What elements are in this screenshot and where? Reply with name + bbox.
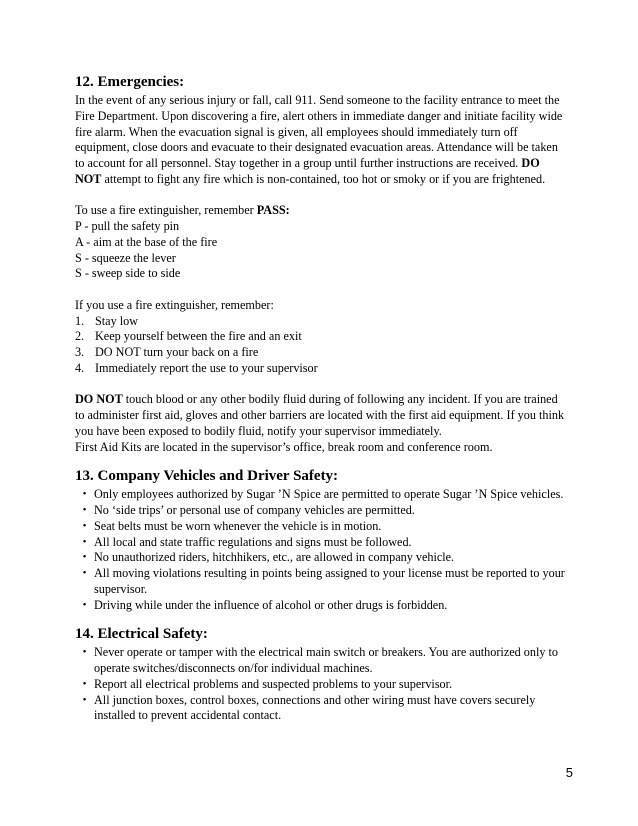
list-item: • Only employees authorized by Sugar ’N Spice are permitted to operate Sugar ’N Spice vehicles. (75, 487, 565, 503)
list-item: • All local and state traffic regulations and signs must be followed. (75, 535, 565, 551)
list-item: • Report all electrical problems and suspected problems to your supervisor. (75, 677, 565, 693)
pass-intro: To use a fire extinguisher, remember PASS: (75, 203, 290, 218)
bullet: • (82, 677, 87, 690)
bullet: • (82, 646, 87, 659)
first-aid-paragraph: First Aid Kits are located in the supervisor’s office, break room and conference room. (75, 439, 493, 454)
page-content (75, 73, 565, 724)
bullet: • (82, 488, 87, 501)
list-item: • All junction boxes, control boxes, connections and other wiring must have covers securely installed to prevent accidental contact. (75, 693, 565, 725)
section-14-heading: 14. Electrical Safety: (75, 626, 208, 643)
section-13-heading: 13. Company Vehicles and Driver Safety: (75, 468, 339, 485)
do-not-emphasis: DO NOT (75, 156, 540, 186)
remember-intro: If you use a fire extinguisher, remember: (75, 297, 274, 312)
bodily-fluid-paragraph: DO NOT touch blood or any other bodily fluid during of following any incident. If you are trained to administer first aid, gloves and other barriers are located with the first aid equipment. If you think you have been exposed to bodily fluid, notify your supervisor immediately. (75, 392, 565, 438)
bullet: • (82, 693, 87, 706)
numbered-item: 2. Keep yourself between the fire and an exit (75, 329, 302, 344)
pass-line: P - pull the safety pin (75, 219, 180, 233)
list-item: • Driving while under the influence of alcohol or other drugs is forbidden. (75, 598, 565, 614)
list-item: • No unauthorized riders, hitchhikers, etc., are allowed in company vehicle. (75, 550, 565, 566)
numbered-item: 3. DO NOT turn your back on a fire (75, 345, 259, 359)
list-item: • Never operate or tamper with the electrical main switch or breakers. You are authorized only to operate switches/disconnects on/for individual machines. (75, 645, 565, 677)
numbered-item: 4. Immediately report the use to your supervisor (75, 360, 318, 375)
bullet: • (82, 598, 87, 611)
bullet: • (82, 519, 87, 532)
bullet: • (82, 551, 87, 564)
do-not-emphasis: DO NOT (75, 392, 123, 407)
pass-line: S - sweep side to side (75, 266, 181, 281)
emergency-paragraph (75, 93, 565, 188)
pass-line: A - aim at the base of the fire (75, 234, 218, 249)
emergency-text: In the event of any serious injury or fall, call 911. Send someone to the facility entrance to meet the Fire Department. Upon discovering a fire, alert others in immediate danger and initiate facility wide fire alarm. When the evacuation signal is given, all employees should immediately turn off equipment, close doors and evacuate to their designated evacuation areas. Attendance will be taken to account for all personnel. Stay together in a group until further instructions are received. (75, 93, 563, 170)
list-item: • All moving violations resulting in points being assigned to your license must be reported to your supervisor. (75, 566, 565, 598)
bullet: • (82, 535, 87, 548)
page-number: 5 (565, 765, 573, 780)
pass-acronym: PASS: (256, 203, 290, 218)
bullet: • (82, 504, 87, 516)
list-item: • Seat belts must be worn whenever the vehicle is in motion. (75, 519, 565, 535)
emergency-text-end: attempt to fight any fire which is non-contained, too hot or smoky or if you are frightened. (104, 171, 546, 186)
pass-line: S - squeeze the lever (75, 250, 176, 265)
bullet: • (82, 567, 87, 579)
numbered-item: 1. Stay low (75, 313, 138, 328)
list-item: • No ‘side trips’ or personal use of company vehicles are permitted. (75, 503, 565, 519)
section-12-heading: 12. Emergencies: (75, 74, 185, 90)
